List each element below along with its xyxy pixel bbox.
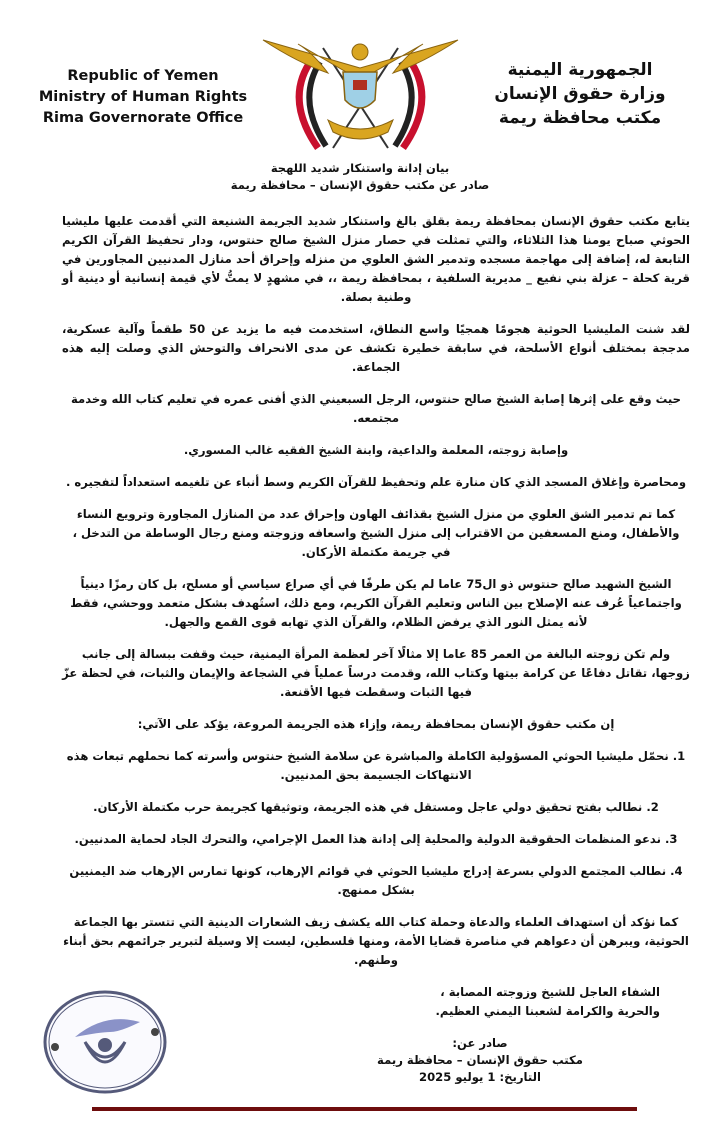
yemen-eagle-emblem-icon <box>258 38 463 150</box>
english-ministry: Ministry of Human Rights <box>38 89 248 105</box>
arabic-country: الجمهورية اليمنية <box>507 60 653 80</box>
letterhead <box>0 0 720 150</box>
paragraph-3: حيث وقع على إثرها إصابة الشيخ صالح حنتوس، الرجل السبعيني الذي أفنى عمره في تعليم كتاب الله وخدمة مجتمعه. <box>71 392 681 425</box>
footer-divider <box>92 1107 637 1111</box>
paragraph-9: إن مكتب حقوق الإنسان بمحافظة ريمة، وإزاء هذه الجريمة المروعة، يؤكد على الآتي: <box>137 717 615 731</box>
paragraph-4: وإصابة زوجته، المعلمة والداعية، وابنة الشيخ الفقيه غالب المسوري. <box>183 443 569 457</box>
english-country: Republic of Yemen <box>67 68 219 84</box>
letterhead-english <box>38 66 248 129</box>
closing-column <box>170 983 720 1086</box>
english-office: Rima Governorate Office <box>42 110 244 126</box>
closing-line-2: والحرية والكرامة لشعبنا اليمني العظيم. <box>435 1004 660 1018</box>
demand-2: 2. نطالب بفتح تحقيق دولي عاجل ومستقل في هذه الجريمة، وتوثيقها كجريمة حرب مكتملة الأركان. <box>93 800 659 814</box>
statement-title <box>130 160 590 194</box>
issued-date: التاريخ: 1 يوليو 2025 <box>419 1070 541 1084</box>
demand-1: 1. نحمّل مليشيا الحوثي المسؤولية الكاملة والمباشرة عن سلامة الشيخ حنتوس وأسرته كما نحملهم تبعات هذه الانتهاكات الجسيمة بحق المدنيين. <box>66 749 686 782</box>
official-stamp-icon <box>40 987 170 1097</box>
title-line-1: بيان إدانة واستنكار شديد اللهجة <box>270 161 450 175</box>
paragraph-2: لقد شنت المليشيا الحوثية هجومًا همجيًا واسع النطاق، استخدمت فيه ما يزيد عن 50 طقماً وآلية عسكرية، مدججة بمختلف أنواع الأسلحة، في سابقة خطيرة تكشف عن مدى الانحراف والتوحش الذي وصلت إليه هذه الجماعة. <box>62 322 690 374</box>
paragraph-5: ومحاصرة وإغلاق المسجد الذي كان منارة علم وتحفيظ للقرآن الكريم وسط أنباء عن تلغيمه استعداداً لتفجيره . <box>65 475 687 489</box>
demand-3: 3. ندعو المنظمات الحقوقية الدولية والمحلية إلى إدانة هذا العمل الإجرامي، والتحرك الجاد لحماية المدنيين. <box>74 832 678 846</box>
issued-by <box>340 1035 620 1086</box>
closing-wishes <box>170 983 660 1021</box>
paragraph-7: الشيخ الشهيد صالح حنتوس ذو ال75 عاما لم يكن طرفًا في أي صراع سياسي أو مسلح، بل كان رمزًا دينياً واجتماعياً عُرف عنه الإصلاح بين الناس وتعليم القرآن الكريم، ومع ذلك، استُهدف بشكل متعمد ووحشي، فقط لأنه يمثل النور الذي يرفض الظلام، والقرآن الذي تهابه قوى القمع والجهل. <box>70 577 682 629</box>
paragraph-6: كما تم تدمير الشق العلوي من منزل الشيخ بقذائف الهاون وإحراق عدد من المنازل المجاورة وترويع النساء والأطفال، ومنع المسعفين من الاقتراب إلى منزل الشيخ واسعافه وزوجته ومنع رجال الوساطة من التدخل ، في جريمة مكتملة الأركان. <box>72 507 680 559</box>
demand-4: 4. نطالب المجتمع الدولي بسرعة إدراج مليشيا الحوثي في قوائم الإرهاب، كونها تمارس الإرهاب ضد اليمنيين بشكل ممنهج. <box>69 864 683 897</box>
issued-office: مكتب حقوق الإنسان – محافظة ريمة <box>377 1053 583 1067</box>
final-paragraph: كما نؤكد أن استهداف العلماء والدعاة وحملة كتاب الله يكشف زيف الشعارات الدينية التي تتستر بها الجماعة الحوثية، ويبرهن أن دعواهم في مناصرة قضايا الأمة، ومنها فلسطين، ليست إلا وسيلة لتبرير جرائمهم بحق أبناء وطنهم. <box>63 915 689 967</box>
letterhead-arabic <box>480 58 680 130</box>
arabic-office: مكتب محافظة ريمة <box>498 108 662 128</box>
title-line-2: صادر عن مكتب حقوق الإنسان – محافظة ريمة <box>230 178 490 192</box>
closing-line-1: الشفاء العاجل للشيخ وزوجته المصابة ، <box>440 985 660 999</box>
paragraph-1: يتابع مكتب حقوق الإنسان بمحافظة ريمة بقلق بالغ واستنكار شديد الجريمة الشنيعة التي أقدمت عليها مليشيا الحوثي صباح يومنا هذا الثلاثاء، والتي تمثلت في حصار منزل الشيخ صالح حنتوس، ودار تحفيظ القرآن الكريم التابعة له، إضافة إلى مهاجمة مسجده وتدمير الشق العلوي من منزله وإحراق أحد منازل المدنيين المجاورين في قرية كحلة – عزلة بني نفيع _ مديرية السلفية ، بمحافظة ريمة ،، في مشهدٍ لا يمتُّ لأي قيمة إنسانية أو دينية أو وطنية بصلة. <box>62 214 690 304</box>
paragraph-8: ولم تكن زوجته البالغة من العمر 85 عاما إلا مثالًا آخر لعظمة المرأة اليمنية، حيث وقفت ببسالة إلى جانب زوجها، تقاتل دفاعًا عن كرامة بيتها وكتاب الله، وقدمت درساً عملياً في الشجاعة والإيمان والثبات، في لحظة عزّ فيها الثبات وسقطت فيها الأقنعة. <box>62 647 690 699</box>
arabic-ministry: وزارة حقوق الإنسان <box>494 84 666 104</box>
issued-label: صادر عن: <box>452 1036 508 1050</box>
statement-body <box>62 212 690 970</box>
